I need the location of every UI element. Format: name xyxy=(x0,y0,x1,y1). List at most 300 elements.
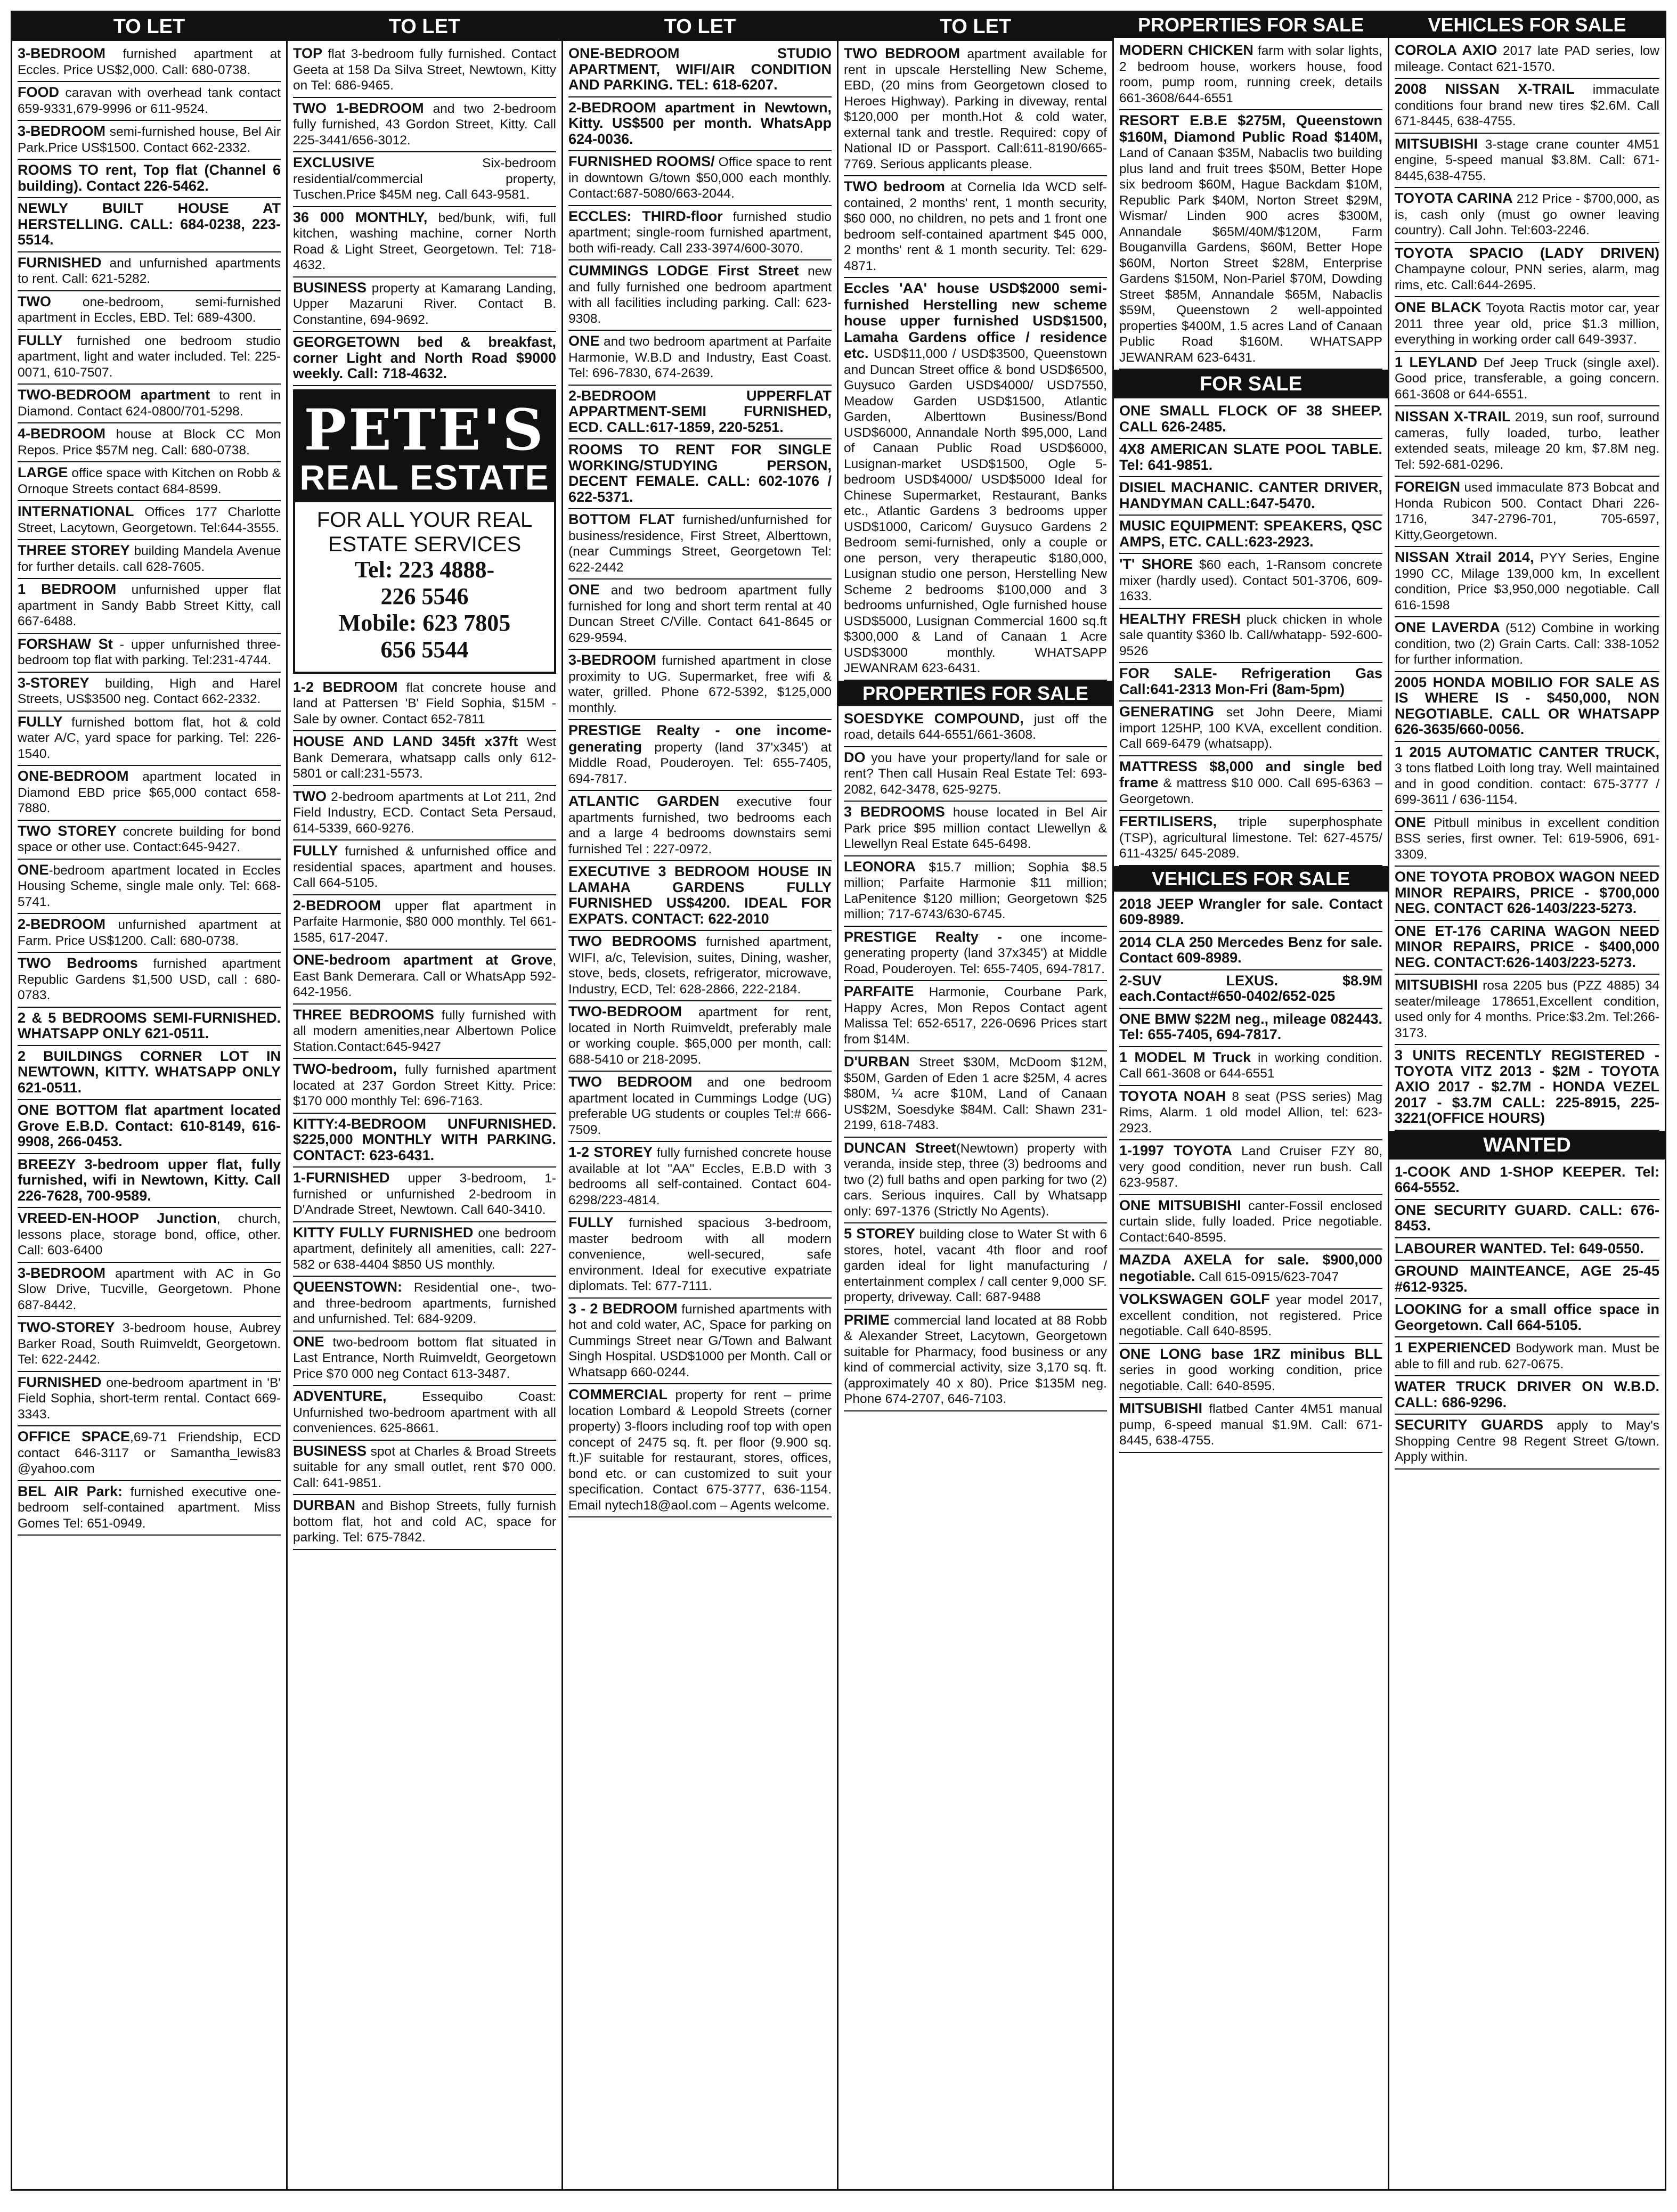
classified-ad xyxy=(293,950,556,1005)
ad-body-text: furnished apartments with hot and cold water, AC, Space for parking on Cummings Street near G/Town and Balwant Singh Hospital. USD$1000 per Month. Call or Whatsapp 660-0244. xyxy=(568,1302,832,1380)
ad-lead-text: RESORT E.B.E $275M, Queenstown $160M, Diamond Public Road $140M, xyxy=(1119,112,1382,145)
classified-ad xyxy=(844,708,1107,747)
ad-body-text: immaculate conditions four brand new tires $2.6M. Call 671-8445, 638-4755. xyxy=(1395,83,1659,128)
ad-lead-text: TOYOTA CARINA xyxy=(1395,190,1513,206)
ad-lead-text: 2-BEDROOM xyxy=(18,916,106,932)
ad-body-text: apartment located in Diamond EBD price $65,000 contact 658-7880. xyxy=(18,770,281,815)
classified-ad xyxy=(293,840,556,895)
ad-lead-text: WATER TRUCK DRIVER ON W.B.D. CALL: 686-9296. xyxy=(1395,1378,1659,1410)
ad-lead-text: FOR SALE- Refrigeration Gas Call:641-2313 Mon-Fri (8am-5pm) xyxy=(1119,665,1382,697)
ad-body-text: upper 3-bedroom, 1-furnished or unfurnished 2-bedroom in D'Andrade Street, Newtown. Call 640-3410. xyxy=(293,1171,556,1217)
ad-body-text: furnished executive one-bedroom self-contained apartment. Miss Gomes Tel: 651-0949. xyxy=(18,1484,281,1531)
classified-ad xyxy=(1119,1195,1382,1250)
classified-ad xyxy=(18,579,281,634)
ad-lead-text: QUEENSTOWN: xyxy=(293,1279,403,1295)
ad-lead-text: TWO-bedroom, xyxy=(293,1061,397,1077)
classified-ad xyxy=(1395,1238,1659,1261)
ad-body-text: set John Deere, Miami import 125HP, 100 KVA, excellent condition. Call 669-6479 (whatsapp). xyxy=(1119,705,1382,751)
classified-ad xyxy=(1119,894,1382,932)
ad-body-text: caravan with overhead tank contact 659-9331,679-9996 or 611-9524. xyxy=(18,86,281,116)
classified-ad xyxy=(18,385,281,423)
ad-body-text: farm with solar lights, 2 bedroom house, workers house, food room, pump room, running creek, details 661-3608/644-6551 xyxy=(1119,44,1382,105)
ad-lead-text: DISIEL MACHANIC. CANTER DRIVER, HANDYMAN CALL:647-5470. xyxy=(1119,479,1382,511)
ad-lead-text: CUMMINGS LODGE First Street xyxy=(568,263,799,279)
ad-lead-text: TWO BEDROOM xyxy=(844,45,960,61)
ad-lead-text: MAZDA AXELA for sale. $900,000 negotiable. xyxy=(1119,1252,1382,1284)
section-header-properties-for-sale: PROPERTIES FOR SALE xyxy=(1114,12,1388,38)
ad-body-text: -bedroom apartment located in Eccles Housing Scheme, single male only. Tel: 668-5741. xyxy=(18,863,281,909)
ad-lead-text: FULLY xyxy=(18,713,63,730)
ad-lead-text: BUSINESS xyxy=(293,1442,367,1459)
classified-ad xyxy=(1119,1344,1382,1399)
ad-lead-text: MATTRESS $8,000 and single bed frame xyxy=(1119,758,1382,790)
classified-ad xyxy=(844,802,1107,856)
classified-ad xyxy=(18,766,281,821)
ad-lead-text: OFFICE SPACE xyxy=(18,1429,131,1444)
ad-lead-text: NEWLY BUILT HOUSE AT HERSTELLING. CALL: 684-0238, 223-5514. xyxy=(18,200,281,248)
classified-ad xyxy=(1395,79,1659,134)
ad-body-text: building close to Water St with 6 stores, hotel, vacant 4th floor and roof garden ideal for light manufacturing / entertainment complex / call center 9,000 SF. property, driveway. Call: 687-9488 xyxy=(844,1227,1107,1304)
ad-body-text: 8 seat (PSS series) Mag Rims, Alarm. 1 old model Allion, tel: 623-2923. xyxy=(1119,1089,1382,1136)
classified-ad xyxy=(568,1384,832,1517)
ad-body-text: 3-stage crane counter 4M51 engine, 5-speed manual $3.8M. Call: 671-8445,638-4755. xyxy=(1395,137,1659,183)
section-header-properties-for-sale: PROPERTIES FOR SALE xyxy=(839,681,1112,706)
ad-body-text: spot at Charles & Broad Streets suitable for any small outlet, rent $70 000. Call: 641-9851. xyxy=(293,1444,556,1490)
ad-body-text: rosa 2205 bus (PZZ 4885) 34 seater/mileage 178651,Excellent condition, used only for 4 months. Price:$3.2m. Tel:266-3173. xyxy=(1395,978,1659,1040)
ad-lead-text: 'T' SHORE xyxy=(1119,556,1193,572)
classified-ad xyxy=(568,1142,832,1212)
ad-body-text: one-bedroom, semi-furnished apartment in Eccles, EBD. Tel: 689-4300. xyxy=(18,295,281,325)
petes-real-estate-logo xyxy=(293,389,556,674)
ad-lead-text: ONE BLACK xyxy=(1395,299,1481,315)
ad-body-text: unfurnished upper flat apartment in Sandy Babb Street Kitty, call 667-6488. xyxy=(18,583,281,628)
classified-ad xyxy=(18,1208,281,1263)
classified-ad xyxy=(844,1138,1107,1224)
ad-lead-text: 3-BEDROOM xyxy=(18,123,106,139)
classified-ad xyxy=(18,121,281,160)
logo-mobile-label: Mobile: 623 7805 xyxy=(338,609,511,636)
ad-lead-text: 2014 CLA 250 Mercedes Benz for sale. Contact 609-8989. xyxy=(1119,934,1382,966)
ad-lead-text: TOP xyxy=(293,45,323,61)
ad-lead-text: FULLY xyxy=(293,843,338,859)
classified-ad xyxy=(1395,1261,1659,1299)
classified-ad xyxy=(18,462,281,501)
ad-body-text: used immaculate 873 Bobcat and Honda Rubicon 500. Contact Dhari 226-1716, 347-2796-701, 705-6597, Kitty,Georgetown. xyxy=(1395,480,1659,542)
classified-ad xyxy=(293,1495,556,1550)
ad-lead-text: 4-BEDROOM xyxy=(18,426,106,442)
classified-ad xyxy=(568,720,832,791)
ad-body-text: pluck chicken in whole sale quantity $360 lb. Call/whatapp- 592-600-9526 xyxy=(1119,612,1383,658)
ad-body-text: furnished apartment at Eccles. Price US$2,000. Call: 680-0738. xyxy=(18,47,281,77)
ad-lead-text: D'URBAN xyxy=(844,1054,910,1070)
ad-lead-text: MUSIC EQUIPMENT: SPEAKERS, QSC AMPS, ETC. CALL:623-2923. xyxy=(1119,518,1382,550)
ad-body-text: in working condition. Call 661-3608 or 644-6551 xyxy=(1119,1050,1382,1081)
classified-ad xyxy=(18,634,281,673)
classified-ad xyxy=(293,731,556,786)
section-header-for-sale: FOR SALE xyxy=(1114,370,1388,398)
classified-ad xyxy=(293,786,556,841)
ad-lead-text: ONE-BEDROOM STUDIO APARTMENT, WIFI/AIR CONDITION AND PARKING. TEL: 618-6207. xyxy=(568,45,832,93)
classified-ad xyxy=(293,1005,556,1059)
classified-ad xyxy=(18,291,281,330)
ad-lead-text: BUSINESS xyxy=(293,279,367,296)
classified-ad xyxy=(293,277,556,332)
ad-lead-text: SOESDYKE COMPOUND, xyxy=(844,710,1024,727)
classified-ad xyxy=(1119,516,1382,554)
classified-ad xyxy=(844,856,1107,927)
classified-ad xyxy=(1395,975,1659,1045)
ad-body-text: triple superphosphate (TSP), agricultural limestone. Tel: 627-4575/ 611-4325/ 645-2089. xyxy=(1119,815,1382,861)
classified-ad xyxy=(568,509,832,579)
ad-body-text: Six-bedroom residential/commercial property, Tuschen.Price $45M neg. Call 643-9581. xyxy=(293,156,556,202)
classified-ad xyxy=(293,1114,556,1168)
ad-body-text: apartment with AC in Go Slow Drive, Tucville, Georgetown. Phone 687-8442. xyxy=(18,1266,281,1312)
ad-body-text: flat 3-bedroom fully furnished. Contact Geeta at 158 Da Silva Street, Newtown, Kitty on Tel: 686-9465. xyxy=(293,47,556,93)
classified-ad xyxy=(18,1154,281,1209)
ad-body-text: property (land 37'x345') at Middle Road, Pouderoyen. Tel: 655-7405, 694-7817. xyxy=(568,740,832,786)
ad-lead-text: NISSAN Xtrail 2014, xyxy=(1395,549,1534,565)
ad-lead-text: PRESTIGE Realty - xyxy=(844,928,1002,945)
ad-lead-text: BREEZY 3-bedroom upper flat, fully furnished, wifi in Newtown, Kitty. Call 226-7628, 700-9589. xyxy=(18,1156,281,1204)
classified-ad xyxy=(293,1222,556,1277)
classified-ad xyxy=(568,439,832,509)
classified-ad xyxy=(568,1072,832,1142)
ad-body-text: 212 Price - $700,000, as is, cash only (must go owner leaving country). Call John. Tel:603-2246. xyxy=(1395,192,1660,238)
column-6 xyxy=(1389,12,1665,2189)
ad-lead-text: 3 BEDROOMS xyxy=(844,804,945,820)
classified-ad xyxy=(18,423,281,462)
ad-lead-text: EXECUTIVE 3 BEDROOM HOUSE IN LAMAHA GARDENS FULLY FURNISHED US$4200. IDEAL FOR EXPATS. CONTACT: 622-2010 xyxy=(568,863,832,927)
classified-ad xyxy=(568,861,832,931)
classified-ad xyxy=(1395,406,1659,477)
ad-body-text: Call 615-0915/623-7047 xyxy=(1195,1269,1339,1284)
ad-lead-text: TOYOTA SPACIO (LADY DRIVEN) xyxy=(1395,244,1659,261)
ad-lead-text: ROOMS TO rent, Top flat (Channel 6 building). Contact 226-5462. xyxy=(18,162,281,194)
logo-tel-2: 226 5546 xyxy=(380,583,469,609)
classified-ad xyxy=(1395,617,1659,672)
classified-ad xyxy=(18,821,281,860)
ad-lead-text: FULLY xyxy=(568,1214,614,1230)
ad-lead-text: DUNCAN Street xyxy=(844,1139,956,1156)
classified-ad xyxy=(1119,609,1382,664)
ad-lead-text: FERTILISERS, xyxy=(1119,813,1217,829)
column-5 xyxy=(1114,12,1389,2189)
ad-body-text: year model 2017, excellent condition, not registered. Price negotiable. Call 640-8595. xyxy=(1119,1293,1382,1338)
classified-ad xyxy=(568,97,832,152)
ad-body-text: Toyota Ractis motor car, year 2011 three year old, price $1.3 million, everything in working order call 649-3937. xyxy=(1395,301,1660,347)
ad-lead-text: THREE STOREY xyxy=(18,542,130,558)
ad-lead-text: 5 STOREY xyxy=(844,1226,915,1242)
ad-lead-text: FURNISHED ROOMS/ xyxy=(568,153,715,169)
classified-ad xyxy=(18,860,281,915)
ad-body-text: property at Kamarang Landing, Upper Mazaruni River. Contact B. Constantine, 694-9692. xyxy=(293,281,556,327)
classified-ad xyxy=(1119,554,1382,609)
classified-ad xyxy=(1395,547,1659,617)
ad-body-text: apartment available for rent in upscale Herstelling New Scheme, EBD, (20 mins from Georgetown closed to Heroes Highway). Parking in diveway, rental $120,000 per month.Hot & cold water, external tank and trestle. Required: copy of National ID or Passport. Call:611-8190/665-7769. Serious applicants please. xyxy=(844,47,1108,172)
classified-ad xyxy=(1395,352,1659,407)
ad-lead-text: MITSUBISHI xyxy=(1395,977,1478,993)
ad-body-text: you have your property/land for sale or rent? Then call Husain Real Estate Tel: 693-2082, 642-3478, 625-9275. xyxy=(844,750,1107,797)
ad-lead-text: ONE xyxy=(568,582,600,598)
ad-lead-text: 2008 NISSAN X-TRAIL xyxy=(1395,81,1575,97)
ad-lead-text: FULLY xyxy=(18,332,63,348)
ad-lead-text: 3-BEDROOM xyxy=(568,652,657,668)
ad-lead-text: NISSAN X-TRAIL xyxy=(1395,409,1511,425)
classified-ad xyxy=(1395,672,1659,742)
ad-lead-text: TWO-BEDROOM xyxy=(568,1003,682,1019)
ad-lead-text: ONE BOTTOM flat apartment located Grove E.B.D. Contact: 610-8149, 616-9908, 266-0453. xyxy=(18,1102,281,1149)
ad-lead-text: 1 EXPERIENCED xyxy=(1395,1340,1511,1356)
ad-lead-text: ONE LAVERDA xyxy=(1395,619,1500,635)
ad-body-text: fully furnished apartment located at 237 Gordon Street Kitty. Price: $170 000 monthly Tel: 696-7163. xyxy=(293,1063,556,1108)
classified-ad xyxy=(18,160,281,198)
classified-ad xyxy=(18,673,281,712)
ad-lead-text: ONE xyxy=(1395,814,1426,830)
ad-lead-text: 3-BEDROOM xyxy=(18,45,106,61)
ad-lead-text: PARFAITE xyxy=(844,983,914,999)
ad-body-text: house located in Bel Air Park price $95 million contact Llewellyn & Llewellyn Real Estate 645-6498. xyxy=(844,805,1107,851)
classified-ad xyxy=(293,98,556,153)
ad-body-text: furnished apartment in close proximity to UG. Supermarket, free wifi & water, grilled. Phone 672-5392, $125,000 monthly. xyxy=(568,654,832,715)
ad-body-text: Def Jeep Truck (single axel). Good price, transferable, a going concern. 661-3608 or 644-6551. xyxy=(1395,355,1659,402)
ad-body-text: Office space to rent in downtown G/town $50,000 each monthly. Contact:687-5080/663-2044. xyxy=(568,155,832,201)
classified-ad xyxy=(844,927,1107,982)
ad-lead-text: DURBAN xyxy=(293,1497,355,1513)
ad-lead-text: 2-BEDROOM apartment in Newtown, Kitty. US$500 per month. WhatsApp 624-0036. xyxy=(568,99,832,147)
ad-body-text: furnished studio apartment; single-room furnished apartment, both wifi-ready. Call 233-3974/600-3070. xyxy=(568,209,832,256)
ad-lead-text: ECCLES: THIRD-floor xyxy=(568,208,723,224)
ad-body-text: fully furnished concrete house available at lot "AA" Eccles, E.B.D with 3 bedrooms all self-contained. Contact 604-6298/223-4814. xyxy=(568,1146,832,1207)
ad-lead-text: 1-2 STOREY xyxy=(568,1144,653,1160)
ad-body-text: concrete building for bond space or other use. Contact:645-9427. xyxy=(18,824,281,854)
ad-lead-text: ONE LONG base 1RZ minibus BLL xyxy=(1119,1345,1382,1362)
ad-body-text: flat concrete house and land at Pattersen 'B' Field Sophia, $15M - Sale by owner. Contact 652-7811 xyxy=(293,680,556,727)
ad-lead-text: FURNISHED xyxy=(18,1374,102,1390)
column-1 xyxy=(12,12,288,2189)
classified-ad xyxy=(568,579,832,650)
classified-ad xyxy=(293,1277,556,1332)
ad-lead-text: VOLKSWAGEN GOLF xyxy=(1119,1291,1270,1307)
ad-body-text: one bedroom apartment, definitely all amenities, call: 227-582 or 638-4404 $850 US monthly. xyxy=(293,1226,556,1272)
classified-ad xyxy=(293,1059,556,1114)
ad-body-text: apartment for rent, located in North Ruimveldt, preferably male or working couple. $65,000 per month, call: 688-5410 or 218-2095. xyxy=(568,1005,832,1067)
ad-lead-text: VREED-EN-HOOP Junction xyxy=(18,1210,217,1226)
ad-lead-text: 1-FURNISHED xyxy=(293,1170,390,1186)
ad-lead-text: 2 & 5 BEDROOMS SEMI-FURNISHED. WHATSAPP ONLY 621-0511. xyxy=(18,1009,281,1041)
ad-lead-text: THREE BEDROOMS xyxy=(293,1006,434,1023)
classified-ad xyxy=(293,1332,556,1386)
ad-lead-text: 1 2015 AUTOMATIC CANTER TRUCK, xyxy=(1395,744,1659,760)
ad-body-text: house at Block CC Mon Repos. Price $57M neg. Call: 680-0738. xyxy=(18,427,281,458)
classified-ad xyxy=(1395,134,1659,189)
classified-ad xyxy=(1395,1162,1659,1200)
ad-lead-text: TWO-BEDROOM apartment xyxy=(18,387,210,403)
classified-ad xyxy=(18,501,281,540)
ad-lead-text: 4X8 AMERICAN SLATE POOL TABLE. Tel: 641-9851. xyxy=(1119,441,1382,473)
classified-ad xyxy=(1119,970,1382,1009)
ad-body-text: Land Cruiser FZY 80, very good condition, never run bush. Call 623-9587. xyxy=(1119,1144,1383,1190)
ad-body-text: executive four apartments furnished, two bedrooms each and a large 4 bedrooms downstairs semi furnished Tel : 227-0972. xyxy=(568,795,832,856)
ad-body-text: one-bedroom apartment in 'B' Field Sophia, short-term rental. Contact 669-3343. xyxy=(18,1375,281,1422)
classified-ad xyxy=(1395,477,1659,547)
section-header-vehicles-for-sale: VEHICLES FOR SALE xyxy=(1389,12,1665,38)
ad-lead-text: FOOD xyxy=(18,84,59,100)
classified-ad xyxy=(18,330,281,385)
ad-lead-text: TWO xyxy=(293,788,327,804)
ad-lead-text: TWO bedroom xyxy=(844,178,945,194)
classified-ad xyxy=(1119,1140,1382,1195)
ad-body-text: canter-Fossil enclosed curtain slide, fully loaded. Price negotiable. Contact:640-8595. xyxy=(1119,1198,1382,1245)
classified-ad xyxy=(293,43,556,98)
ad-body-text: building, High and Harel Streets, US$3500 neg. Contact 662-2332. xyxy=(18,676,281,706)
classified-ad xyxy=(293,152,556,207)
classified-ad xyxy=(844,176,1107,278)
classified-ad xyxy=(1395,1045,1659,1131)
ad-body-text: fully furnished with all modern amenities,near Albertown Police Station.Contact:645-9427 xyxy=(293,1008,556,1054)
classified-ad xyxy=(18,1372,281,1427)
ad-body-text: Bodywork man. Must be able to fill and rub. 627-0675. xyxy=(1395,1341,1660,1372)
ad-body-text: apply to May's Shopping Centre 98 Regent Street G/town. Apply within. xyxy=(1395,1418,1659,1464)
classified-ad xyxy=(1119,1289,1382,1344)
ad-lead-text: 2 BUILDINGS CORNER LOT IN NEWTOWN, KITTY. WHATSAPP ONLY 621-0511. xyxy=(18,1048,281,1096)
ad-lead-text: HEALTHY FRESH xyxy=(1119,610,1241,627)
classified-ad xyxy=(18,198,281,252)
ad-body-text: ,69-71 Friendship, ECD contact 646-3117 or Samantha_lewis83 @yahoo.com xyxy=(18,1430,281,1476)
classified-ad xyxy=(1119,439,1382,477)
ad-lead-text: FURNISHED xyxy=(18,254,102,271)
ad-lead-text: PRESTIGE Realty - one income-generating xyxy=(568,722,832,755)
ad-lead-text: ONE TOYOTA PROBOX WAGON NEED MINOR REPAIRS, PRICE - $700,000 NEG. CONTACT 626-1403/223-5273. xyxy=(1395,869,1659,916)
classified-ad xyxy=(844,1223,1107,1310)
ad-body-text: upper flat apartment in Parfaite Harmonie, $80 000 monthly. Tel 661-1585, 617-2047. xyxy=(293,899,556,945)
ad-lead-text: ADVENTURE, xyxy=(293,1388,387,1404)
ad-body-text: semi-furnished house, Bel Air Park.Price US$1500. Contact 662-2332. xyxy=(18,125,281,155)
ad-lead-text: GEORGETOWN bed & breakfast, corner Light and North Road $9000 weekly. Call: 718-4632. xyxy=(293,334,556,381)
ad-lead-text: 2018 JEEP Wrangler for sale. Contact 609-8989. xyxy=(1119,895,1382,927)
ad-body-text: 2017 late PAD series, low mileage. Contact 621-1570. xyxy=(1395,44,1659,74)
classified-ad xyxy=(1395,921,1659,975)
ad-body-text: 3-bedroom house, Aubrey Barker Road, South Ruimveldt, Georgetown. Tel: 622-2442. xyxy=(18,1321,281,1367)
ad-body-text: two-bedroom bottom flat situated in Last Entrance, North Ruimveldt, Georgetown Price $70 000 neg Contact 613-3487. xyxy=(293,1335,556,1381)
classified-ad xyxy=(18,1100,281,1154)
classified-ad xyxy=(18,1481,281,1536)
classified-ad xyxy=(293,1386,556,1441)
ad-lead-text: FORSHAW St xyxy=(18,635,113,652)
ad-lead-text: 36 000 MONTHLY, xyxy=(293,209,428,225)
classified-ad xyxy=(1119,932,1382,970)
classified-ad xyxy=(18,43,281,82)
ad-lead-text: COMMERCIAL xyxy=(568,1386,667,1402)
ad-body-text: Harmonie, Courbane Park, Happy Acres, Mon Repos Contact agent Malissa Tel: 652-6517, 226-0696 Prices start from $14M. xyxy=(844,985,1107,1047)
ad-body-text: Residential one-, two- and three-bedroom apartments, furnished and unfurnished. Tel: 684-9209. xyxy=(293,1280,556,1326)
ad-lead-text: GROUND MAINTEANCE, AGE 25-45 #612-9325. xyxy=(1395,1263,1659,1295)
classified-ad xyxy=(568,151,832,206)
classified-ad xyxy=(18,1426,281,1481)
ad-body-text: property for rent – prime location Lombard & Leopold Streets (corner property) 3-floors including roof top with open concept of 2475 sq. ft. per floor (9.900 sq. ft.)F suitable for restaurant, stores, offices, bond etc. or can customized to suit your specification. Contact 675-3777, 636-1154. Email nytech18@aol.com – Agents welcome. xyxy=(568,1388,832,1513)
ad-lead-text: SECURITY GUARDS xyxy=(1395,1417,1543,1433)
ad-body-text: 3 tons flatbed Loith long tray. Well maintained and in good condition. contact: 675-3777 / 699-3611 / 636-1154. xyxy=(1395,761,1659,807)
classified-ad xyxy=(18,914,281,953)
column-4 xyxy=(839,12,1114,2189)
classified-ad xyxy=(1395,742,1659,812)
ad-lead-text: MODERN CHICKEN xyxy=(1119,42,1253,58)
ad-lead-text: DO xyxy=(844,749,866,765)
logo-name: PETE'S xyxy=(304,396,546,463)
classified-ad xyxy=(568,650,832,720)
logo-tag-2: ESTATE SERVICES xyxy=(328,532,522,556)
ad-lead-text: TWO 1-BEDROOM xyxy=(293,100,424,116)
classified-ad xyxy=(568,386,832,440)
classified-ad xyxy=(844,747,1107,802)
ad-body-text: commercial land located at 88 Robb & Alexander Street, Lacytown, Georgetown suitable for Pharmacy, food business or any kind of commercial activity, size 3,170 sq. ft. (approximately 40 x 80). Price $135M neg. Phone 674-2707, 646-7103. xyxy=(844,1313,1107,1406)
ad-lead-text: ATLANTIC GARDEN xyxy=(568,793,720,809)
logo-subtitle: REAL ESTATE xyxy=(299,457,550,497)
ad-body-text: and unfurnished apartments to rent. Call: 621-5282. xyxy=(18,256,281,286)
ad-lead-text: 3 UNITS RECENTLY REGISTERED - TOYOTA VITZ 2013 - $2M - TOYOTA AXIO 2017 - $2.7M - HONDA VEZEL 2017 - $3.7M CALL: 225-8915, 225-3221(OFFICE HOURS) xyxy=(1395,1047,1659,1126)
ad-body-text: - upper unfurnished three-bedroom top flat with parking. Tel:231-4744. xyxy=(18,637,281,667)
classified-ad xyxy=(844,1310,1107,1411)
ad-lead-text: 1-COOK AND 1-SHOP KEEPER. Tel: 664-5552. xyxy=(1395,1163,1659,1195)
ad-body-text: at Cornelia Ida WCD self-contained, 2 months' rent, 1 month security, $60 000, no children, no pets and 1 front one bedroom self-contained apartment $45 000, 2 months' rent & 1 month security. Tel: 629-4871. xyxy=(844,180,1107,273)
ad-lead-text: TWO xyxy=(18,293,51,309)
ad-lead-text: INTERNATIONAL xyxy=(18,503,134,519)
logo-tel-label: Tel: 223 4888- xyxy=(354,556,495,583)
classified-ad xyxy=(1395,243,1659,298)
classified-ad xyxy=(844,278,1107,681)
ad-body-text: $60 each, 1-Ransom concrete mixer (hardly used). Contact 501-3706, 609-1633. xyxy=(1119,558,1382,603)
classified-ad xyxy=(1395,1415,1659,1470)
ad-lead-text: GENERATING xyxy=(1119,704,1215,720)
classified-ad xyxy=(568,43,832,97)
classified-ad xyxy=(568,260,832,331)
section-header-to-let: TO LET xyxy=(563,12,837,41)
section-header-to-let: TO LET xyxy=(288,12,561,41)
classified-ad xyxy=(568,791,832,861)
ad-body-text: Offices 177 Charlotte Street, Lacytown, Georgetown. Tel:644-3555. xyxy=(18,505,281,535)
column-2 xyxy=(288,12,563,2189)
logo-tag-1: FOR ALL YOUR REAL xyxy=(316,508,533,532)
classified-ad xyxy=(1395,1299,1659,1337)
ad-body-text: furnished/unfurnished for business/residence, First Street, Alberttown, (near Cummings Street, Georgetown Tel: 622-2442 xyxy=(568,513,832,575)
ad-body-text: new and fully furnished one bedroom apartment with all facilities including parking. Call: 623-9308. xyxy=(568,264,832,326)
section-header-wanted: WANTED xyxy=(1389,1131,1665,1160)
ad-lead-text: ONE MITSUBISHI xyxy=(1119,1197,1241,1213)
classified-ad xyxy=(1119,110,1382,370)
classified-ad xyxy=(568,1299,832,1385)
ad-lead-text: TWO BEDROOM xyxy=(568,1074,693,1090)
classified-ad xyxy=(1119,1086,1382,1141)
ad-body-text: Land of Canaan $35M, Nabaclis two building plus land and fruit trees $50M, Better Hope six bedroom $60M, Hague Backdam $10M, Republic Park $40M, Norton Street $29M, Wismar/ Linden 900 acres $300M, Annandale $65M/40M/$120M, Farm Bouganvilla Gardens, $60M, Better Hope $60M, Norton Street $28M, Enterprise Gardens $150M, Non-Pariel $70M, Dowding Street $85M, Annandale $65M, Nabaclis $59M, Queenstown 2 well-appointed properties $400M, 1.5 acres Land of Canaan Public Road $160M. WHATSAPP JEWANRAM 623-6431. xyxy=(1119,146,1382,365)
ad-lead-text: ONE-BEDROOM xyxy=(18,768,129,784)
ad-body-text: Essequibo Coast: Unfurnished two-bedroom apartment with all conveniences. 625-8661. xyxy=(293,1390,556,1435)
ad-body-text: series in good working condition, price negotiable. Call: 640-8595. xyxy=(1119,1363,1382,1393)
ad-lead-text: ONE BMW $22M neg., mileage 082443. Tel: 655-7405, 694-7817. xyxy=(1119,1010,1382,1042)
ad-body-text: flatbed Canter 4M51 manual pump, 6-speed manual $1.9M. Call: 671-8445, 638-4755. xyxy=(1119,1402,1382,1448)
logo-banner xyxy=(295,391,554,502)
ad-body-text: and one bedroom apartment located in Cummings Lodge (UG) preferable UG students or couples Tel:# 666-7509. xyxy=(568,1075,832,1137)
classified-ad xyxy=(18,1317,281,1372)
classified-ad xyxy=(1119,1398,1382,1453)
ad-lead-text: COROLA AXIO xyxy=(1395,42,1497,58)
ad-lead-text: LOOKING for a small office space in Georgetown. Call 664-5105. xyxy=(1395,1301,1659,1333)
ad-body-text: to rent in Diamond. Contact 624-0800/701-5298. xyxy=(18,388,281,419)
ad-lead-text: TOYOTA NOAH xyxy=(1119,1088,1226,1104)
ad-body-text: USD$11,000 / USD$3500, Queenstown and Duncan Street office & bond USD$6500, Guysuco Garden USD$4000/ USD7550, Meadow Garden USD$1500, Atlantic Garden, Alberttown Business/Bond USD$6000, Annandale North $95,000, Land of Canaan Public Road USD$6000, Lusignan-market USD$1500, Ogle 5-bedroom USD$4000/ USD$5000 Ideal for Chinese Supermarket, Restaurant, Banks etc., Atlantic Gardens 3 bedrooms upper USD$1000, Caricom/ Guysuco Gardens 2 Bedroom semi-furnished, only a couple or one person, very therapeutic $180,000, Lusignan studio one person, Herstelling New Scheme 2 bedrooms $100,000 and 3 bedrooms unfurnished, Ogle furnished house USD$5000, Lusignan Commercial 1600 sq.ft $300,000 & Land of Canaan 1 Acre USD$3000 monthly. WHATSAPP JEWANRAM 623-6431. xyxy=(844,347,1107,675)
ad-body-text: Champayne colour, PNN series, alarm, mag rims, etc. Call:644-2695. xyxy=(1395,262,1659,292)
classified-ad xyxy=(293,207,556,277)
classified-ad xyxy=(1119,477,1382,516)
ad-body-text: office space with Kitchen on Robb & Ornoque Streets contact 684-8599. xyxy=(18,466,281,496)
